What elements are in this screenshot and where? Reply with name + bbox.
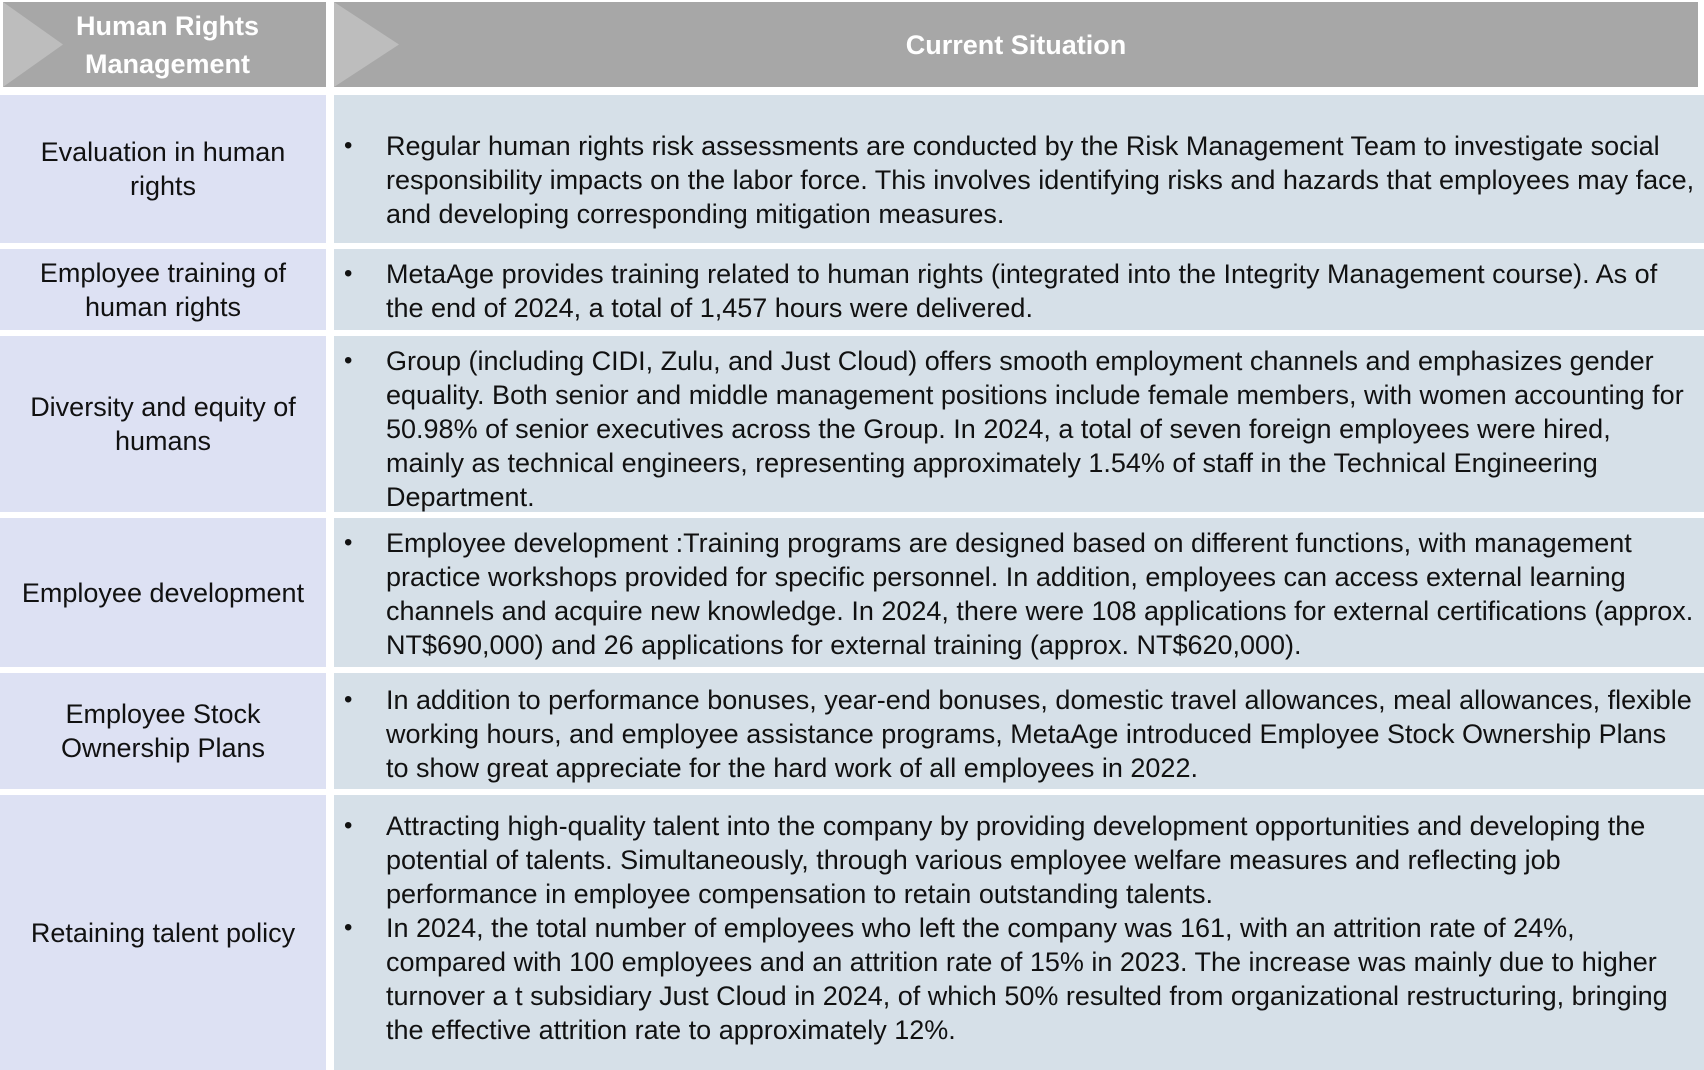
bullet-list (334, 257, 1696, 325)
header-current-situation (334, 2, 1698, 87)
list-item: • Employee development :Training programs are designed based on different functions, with management practice workshops provided for specific personnel. In addition, employees can access external learning channels and acquire new knowledge. In 2024, there were 108 applications for external certifications (approx. NT$690,000) and 26 applications for external training (approx. NT$620,000). (334, 526, 1696, 662)
row-label-text: Retaining talent policy (30, 917, 296, 948)
row-content-training (334, 249, 1704, 330)
row-label-training (0, 249, 326, 330)
row-content-development (334, 518, 1704, 667)
row-label-evaluation (0, 95, 326, 243)
row-content-retaining-talent (334, 795, 1704, 1070)
bullet-list (334, 526, 1696, 662)
row-label-development (0, 518, 326, 667)
chevron-arrow-icon (334, 2, 414, 87)
list-item: • MetaAge provides training related to human rights (integrated into the Integrity Management course). As of the end of 2024, a total of 1,457 hours were delivered. (334, 257, 1696, 325)
row-label-diversity (0, 336, 326, 512)
bullet-list (334, 129, 1696, 231)
row-label-text: Diversity and equity of humans (30, 392, 296, 456)
row-content-evaluation (334, 95, 1704, 243)
header-left-label: Human Rights Management (75, 10, 259, 79)
list-item: • In 2024, the total number of employees who left the company was 161, with an attrition rate of 24%, compared with 100 employees and an attrition rate of 15% in 2023. The increase was mainly due to higher turnover a t subsidiary Just Cloud in 2024, of which 50% resulted from organizational restructuring, bringing the effective attrition rate to approximately 12%. (334, 911, 1696, 1047)
row-content-diversity (334, 336, 1704, 512)
row-content-stock-ownership (334, 673, 1704, 789)
bullet-list (334, 344, 1696, 514)
row-label-text: Employee training of human rights (39, 257, 287, 322)
list-item: • Attracting high-quality talent into the company by providing development opportunities and developing the potential of talents. Simultaneously, through various employee welfare measures and reflecting job performance in employee compensation to retain outstanding talents. (334, 809, 1696, 911)
list-item: • Group (including CIDI, Zulu, and Just Cloud) offers smooth employment channels and emphasizes gender equality. Both senior and middle management positions include female members, with women accounting for 50.98% of senior executives across the Group. In 2024, a total of seven foreign employees were hired, mainly as technical engineers, representing approximately 1.54% of staff in the Technical Engineering Department. (334, 344, 1696, 514)
list-item: • In addition to performance bonuses, year-end bonuses, domestic travel allowances, meal allowances, flexible working hours, and employee assistance programs, MetaAge introduced Employee Stock Ownership Plans to show great appreciate for the hard work of all employees in 2022. (334, 683, 1696, 785)
row-label-stock-ownership (0, 673, 326, 789)
row-label-text: Employee Stock Ownership Plans (60, 699, 266, 763)
header-right-label: Current Situation (905, 29, 1127, 60)
header-human-rights-management (3, 2, 326, 87)
bullet-list (334, 809, 1696, 1047)
list-item: • Regular human rights risk assessments are conducted by the Risk Management Team to investigate social responsibility impacts on the labor force. This involves identifying risks and hazards that employees may face, and developing corresponding mitigation measures. (334, 129, 1696, 231)
row-label-retaining-talent (0, 795, 326, 1070)
row-label-text: Evaluation in human rights (40, 137, 286, 201)
row-label-text: Employee development (21, 577, 305, 608)
bullet-list (334, 683, 1696, 785)
